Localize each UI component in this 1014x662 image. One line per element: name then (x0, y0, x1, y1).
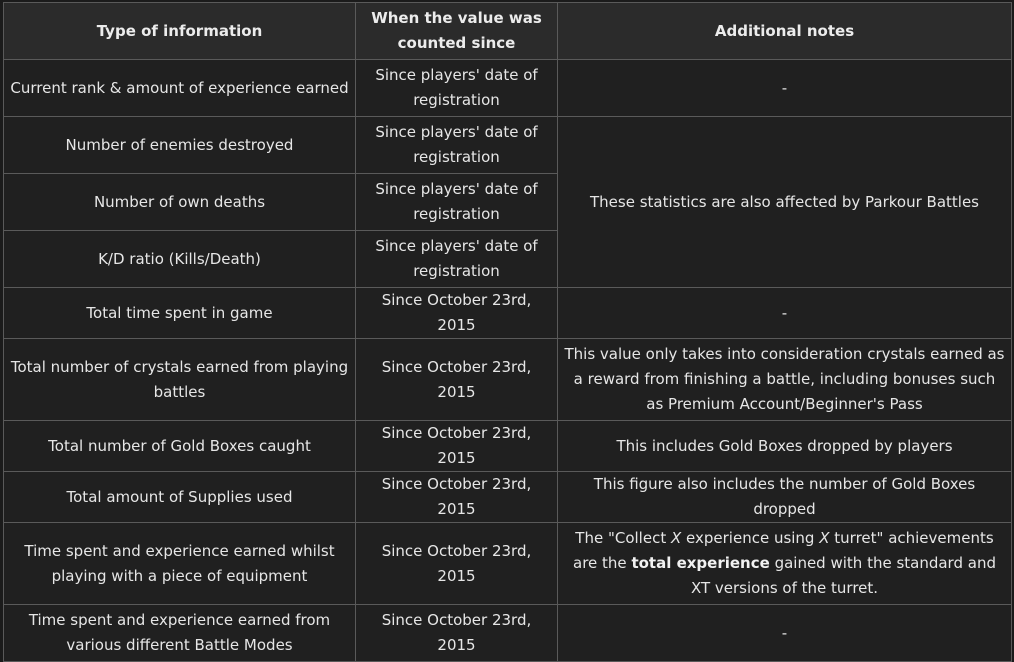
cell-type: Total number of crystals earned from playing battles (4, 339, 356, 421)
cell-notes (558, 523, 1012, 605)
cell-type: Total number of Gold Boxes caught (4, 421, 356, 472)
cell-type: Total time spent in game (4, 288, 356, 339)
cell-type: Time spent and experience earned whilst playing with a piece of equipment (4, 523, 356, 605)
cell-notes: This includes Gold Boxes dropped by players (558, 421, 1012, 472)
header-notes: Additional notes (558, 3, 1012, 60)
table-row (4, 605, 1012, 662)
cell-type: Total amount of Supplies used (4, 472, 356, 523)
cell-type: K/D ratio (Kills/Death) (4, 231, 356, 288)
cell-since: Since October 23rd, 2015 (356, 472, 558, 523)
header-since: When the value was counted since (356, 3, 558, 60)
cell-notes: This figure also includes the number of Gold Boxes dropped (558, 472, 1012, 523)
turret-note-text: gained with the standard and XT versions of the turret. (690, 554, 996, 597)
turret-note-x: X (819, 529, 830, 547)
turret-note-x: X (670, 529, 682, 547)
cell-type: Number of enemies destroyed (4, 117, 356, 174)
cell-since: Since October 23rd, 2015 (356, 421, 558, 472)
cell-since: Since players' date of registration (356, 60, 558, 117)
table-row (4, 60, 1012, 117)
cell-type: Time spent and experience earned from various different Battle Modes (4, 605, 356, 662)
header-row (4, 3, 1012, 60)
statistics-table (3, 2, 1012, 662)
table-row (4, 288, 1012, 339)
cell-notes: - (558, 605, 1012, 662)
cell-since: Since October 23rd, 2015 (356, 605, 558, 662)
cell-since: Since players' date of registration (356, 231, 558, 288)
cell-notes: - (558, 60, 1012, 117)
cell-type: Number of own deaths (4, 174, 356, 231)
table-row (4, 117, 1012, 174)
table-row (4, 472, 1012, 523)
table-row (4, 523, 1012, 605)
cell-since: Since players' date of registration (356, 174, 558, 231)
turret-note-text: The "Collect (575, 529, 671, 547)
cell-notes: These statistics are also affected by Parkour Battles (558, 117, 1012, 288)
cell-notes: - (558, 288, 1012, 339)
turret-note-bold: total experience (631, 554, 770, 572)
header-type: Type of information (4, 3, 356, 60)
turret-note-text: experience using (681, 529, 820, 547)
table-row (4, 421, 1012, 472)
cell-since: Since October 23rd, 2015 (356, 523, 558, 605)
turret-note-text: turret" achievements are the (573, 529, 994, 572)
cell-type: Current rank & amount of experience earned (4, 60, 356, 117)
table-row (4, 339, 1012, 421)
cell-since: Since October 23rd, 2015 (356, 288, 558, 339)
cell-since: Since players' date of registration (356, 117, 558, 174)
cell-notes: This value only takes into consideration crystals earned as a reward from finishing a battle, including bonuses such as Premium Account/Beginner's Pass (558, 339, 1012, 421)
cell-since: Since October 23rd, 2015 (356, 339, 558, 421)
